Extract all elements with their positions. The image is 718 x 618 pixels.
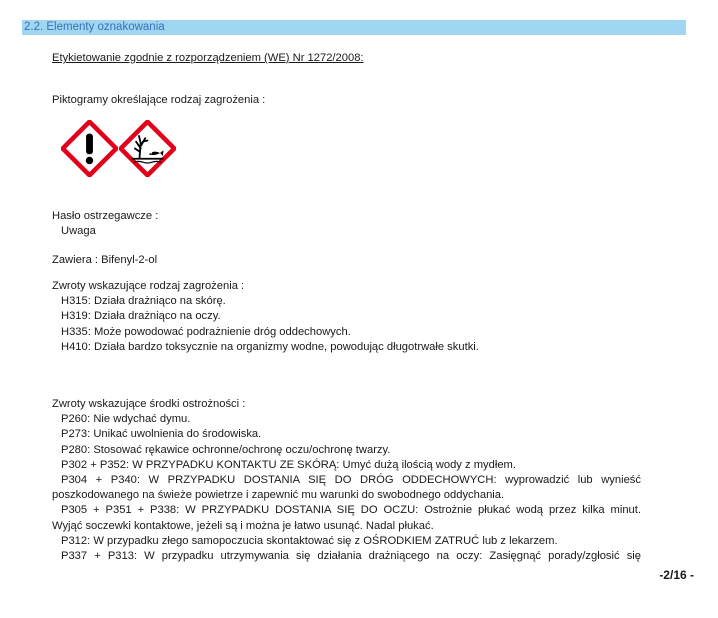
section-title-bar	[22, 20, 686, 35]
precaution-statement: P312: W przypadku złego samopoczucia skontaktować się z OŚRODKIEM ZATRUĆ lub z lekarzem.	[61, 534, 558, 547]
precaution-statement	[52, 549, 641, 564]
hazard-statement: H335: Może powodować podrażnienie dróg oddechowych.	[61, 325, 351, 338]
precaution-text: Wyjąć soczewki kontaktowe, jeżeli są i można je łatwo usunąć. Nadal płukać.	[52, 519, 434, 532]
precaution-statement: P302 + P352: W PRZYPADKU KONTAKTU ZE SKÓRĄ: Umyć dużą ilością wody z mydłem.	[61, 458, 516, 471]
pictograms-label: Piktogramy określające rodzaj zagrożenia :	[52, 94, 266, 106]
precaution-statement: P260: Nie wdychać dymu.	[61, 413, 191, 426]
hazard-statement: H319: Działa drażniąco na oczy.	[61, 310, 221, 323]
hazard-statement: H410: Działa bardzo toksycznie na organizmy wodne, powodując długotrwałe skutki.	[61, 340, 479, 353]
precaution-text: P337 + P313: W przypadku utrzymywania się działania drażniącego na oczy: Zasięgnąć porady/zgłosić się	[61, 549, 641, 562]
precaution-statement: P280: Stosować rękawice ochronne/ochronę oczu/ochronę twarzy.	[61, 443, 391, 456]
environment-hazard-icon	[119, 120, 176, 177]
pictogram-row	[61, 120, 176, 178]
precaution-statement-continued	[52, 488, 641, 503]
precaution-statement: P273: Unikać uwolnienia do środowiska.	[61, 428, 262, 441]
precautionary-statements	[52, 397, 641, 564]
precaution-statement	[52, 503, 641, 518]
precaution-text: poszkodowanego na świeże powietrze i zapewnić mu warunki do swobodnego oddychania.	[52, 489, 505, 502]
hazard-heading: Zwroty wskazujące rodzaj zagrożenia :	[52, 280, 245, 292]
labelling-heading: Etykietowanie zgodnie z rozporządzeniem (WE) Nr 1272/2008:	[52, 52, 364, 64]
precaution-statement	[52, 473, 641, 488]
precaution-text: P304 + P340: W PRZYPADKU DOSTANIA SIĘ DO DRÓG ODDECHOWYCH: wyprowadzić lub wynieść	[61, 473, 641, 486]
signal-word-label: Hasło ostrzegawcze :	[52, 210, 159, 222]
precaution-heading: Zwroty wskazujące środki ostrożności :	[52, 398, 246, 410]
hazard-statement: H315: Działa drażniąco na skórę.	[61, 295, 226, 308]
precaution-text: P305 + P351 + P338: W PRZYPADKU DOSTANIA SIĘ DO OCZU: Ostrożnie płukać wodą przez kilka minut.	[61, 504, 641, 517]
hazard-statements	[52, 279, 479, 355]
precaution-statement-continued	[52, 519, 641, 534]
exclamation-mark-icon	[61, 120, 118, 177]
section-title: 2.2. Elementy oznakowania	[24, 21, 165, 33]
contains-text: Zawiera : Bifenyl-2-ol	[52, 254, 158, 266]
signal-word: Uwaga	[61, 225, 96, 237]
page-number: -2/16 -	[659, 568, 694, 582]
